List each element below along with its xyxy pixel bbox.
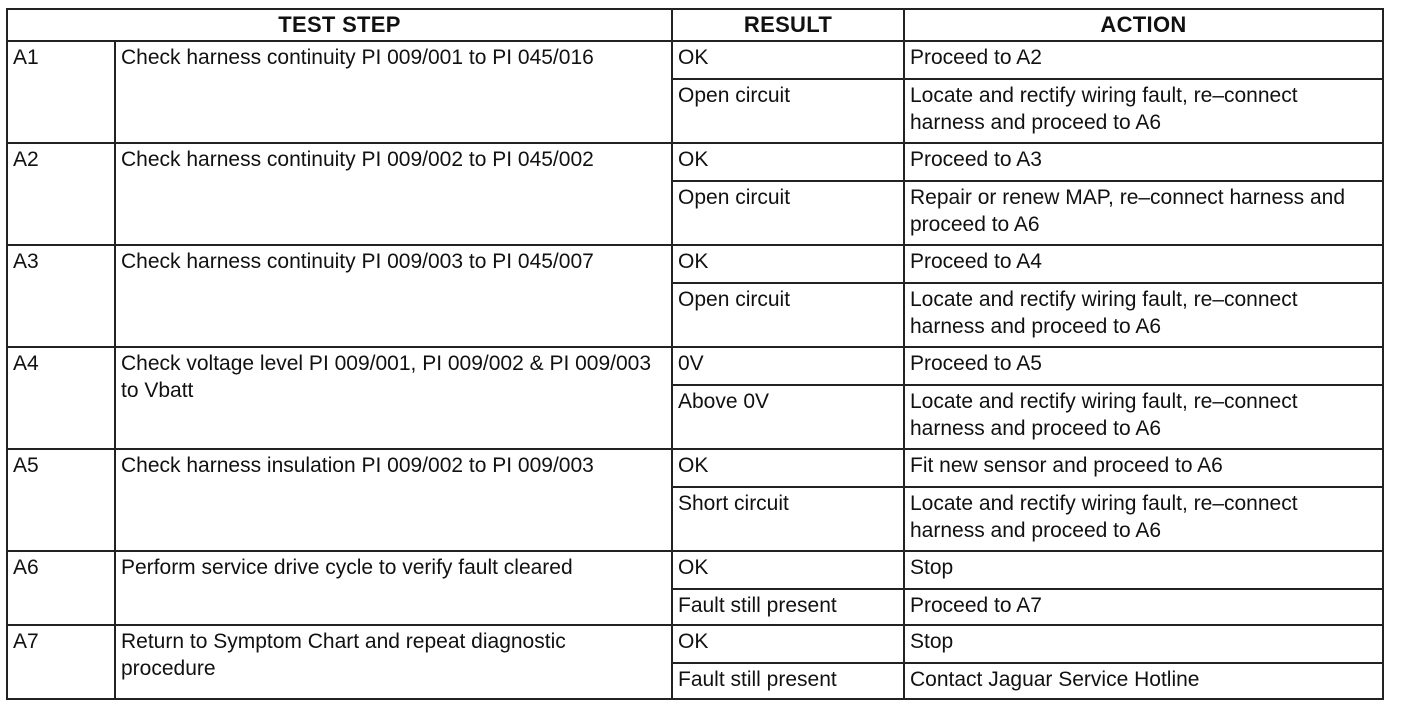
result-cell: OK: [672, 625, 904, 663]
result-cell: Above 0V: [672, 385, 904, 449]
result-cell: OK: [672, 449, 904, 487]
result-cell: OK: [672, 551, 904, 589]
table-body: [7, 41, 1383, 699]
action-cell: Stop: [904, 551, 1383, 589]
action-cell: Locate and rectify wiring fault, re–connect harness and proceed to A6: [904, 487, 1383, 551]
step-description: Perform service drive cycle to verify fault cleared: [115, 551, 672, 625]
result-cell: OK: [672, 245, 904, 283]
diagnostic-table-container: [6, 8, 1384, 700]
step-id: A1: [7, 41, 115, 143]
action-cell: Proceed to A4: [904, 245, 1383, 283]
action-cell: Stop: [904, 625, 1383, 663]
result-cell: Fault still present: [672, 663, 904, 699]
result-cell: OK: [672, 41, 904, 79]
header-test-step: TEST STEP: [7, 9, 672, 41]
action-cell: Contact Jaguar Service Hotline: [904, 663, 1383, 699]
action-cell: Fit new sensor and proceed to A6: [904, 449, 1383, 487]
result-cell: 0V: [672, 347, 904, 385]
table-row: [7, 449, 1383, 487]
step-id: A2: [7, 143, 115, 245]
step-description: Check harness continuity PI 009/001 to PI 045/016: [115, 41, 672, 143]
step-description: Check harness continuity PI 009/002 to PI 045/002: [115, 143, 672, 245]
step-id: A5: [7, 449, 115, 551]
header-result: RESULT: [672, 9, 904, 41]
table-row: [7, 625, 1383, 663]
action-cell: Locate and rectify wiring fault, re–connect harness and proceed to A6: [904, 283, 1383, 347]
diagnostic-table: [6, 8, 1384, 700]
header-action: ACTION: [904, 9, 1383, 41]
result-cell: Open circuit: [672, 181, 904, 245]
step-description: Check voltage level PI 009/001, PI 009/002 & PI 009/003 to Vbatt: [115, 347, 672, 449]
table-row: [7, 245, 1383, 283]
action-cell: Proceed to A2: [904, 41, 1383, 79]
action-cell: Proceed to A3: [904, 143, 1383, 181]
table-row: [7, 41, 1383, 79]
action-cell: Proceed to A5: [904, 347, 1383, 385]
step-id: A6: [7, 551, 115, 625]
result-cell: Open circuit: [672, 79, 904, 143]
result-cell: Open circuit: [672, 283, 904, 347]
step-description: Return to Symptom Chart and repeat diagnostic procedure: [115, 625, 672, 699]
step-id: A3: [7, 245, 115, 347]
header-row: [7, 9, 1383, 41]
result-cell: Short circuit: [672, 487, 904, 551]
action-cell: Repair or renew MAP, re–connect harness and proceed to A6: [904, 181, 1383, 245]
step-id: A7: [7, 625, 115, 699]
table-row: [7, 143, 1383, 181]
action-cell: Locate and rectify wiring fault, re–connect harness and proceed to A6: [904, 79, 1383, 143]
step-description: Check harness insulation PI 009/002 to PI 009/003: [115, 449, 672, 551]
action-cell: Locate and rectify wiring fault, re–connect harness and proceed to A6: [904, 385, 1383, 449]
action-cell: Proceed to A7: [904, 589, 1383, 625]
result-cell: Fault still present: [672, 589, 904, 625]
step-id: A4: [7, 347, 115, 449]
step-description: Check harness continuity PI 009/003 to PI 045/007: [115, 245, 672, 347]
table-row: [7, 347, 1383, 385]
result-cell: OK: [672, 143, 904, 181]
table-row: [7, 551, 1383, 589]
